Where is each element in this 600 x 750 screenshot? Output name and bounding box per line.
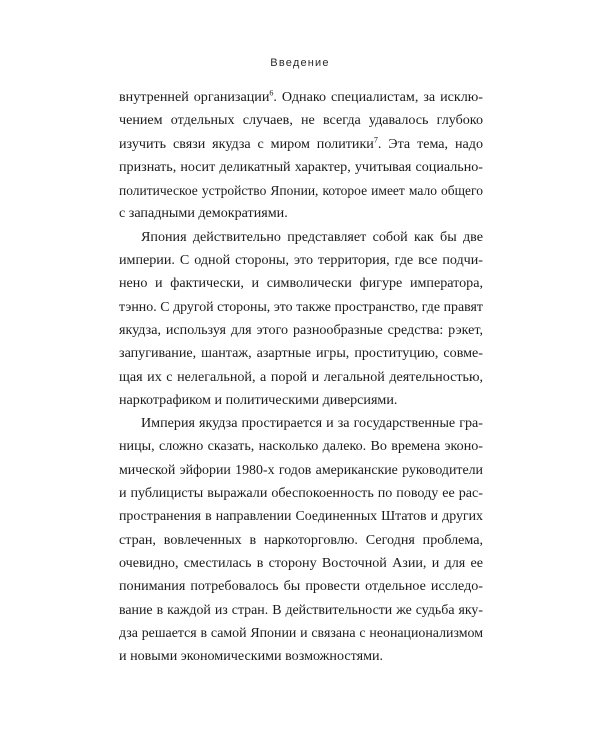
text-line [119, 505, 483, 528]
text-line [119, 202, 483, 225]
line-text: Империя якудза простирается и за государственные гра- [141, 415, 483, 432]
text-line [119, 459, 483, 482]
line-text-tail: . Эта тема, надо [377, 135, 483, 152]
text-line [119, 249, 483, 272]
line-text: с западными демократиями. [119, 205, 288, 222]
line-text: и публицисты выражали обеспокоенность по поводу ее рас- [119, 485, 483, 502]
line-text: внутренней организации [119, 89, 270, 105]
text-line [119, 156, 483, 179]
line-text: пространения в направлении Соединенных Штатов и других [119, 509, 483, 525]
line-text: тэнно. С другой стороны, это также пространство, где правят [119, 299, 483, 315]
line-text: наркотрафиком и политическими диверсиями. [119, 391, 398, 408]
line-text: Япония действительно представляет собой как бы две [141, 228, 483, 245]
line-text-tail: . Однако специалистам, за исклю- [273, 89, 483, 105]
text-line [119, 86, 483, 109]
running-head: Введение [270, 57, 330, 69]
line-text: дза решается в самой Японии и связана с неонационализмом [119, 625, 483, 641]
line-text: ницы, сложно сказать, насколько далеко. Во времена эконо- [119, 438, 483, 455]
text-line [119, 575, 483, 598]
text-line [119, 599, 483, 622]
text-line [119, 435, 483, 458]
line-text: очевидно, сместилась в сторону Восточной Азии, и для ее [119, 554, 483, 571]
text-line [119, 179, 483, 202]
text-line [119, 529, 483, 552]
line-text: империи. С одной стороны, это территория, где все подчи- [119, 252, 483, 269]
footnote-marker[interactable]: 7 [373, 134, 378, 144]
text-line [119, 645, 483, 668]
line-text: понимания потребовалось бы провести отдельное исследо- [119, 578, 483, 595]
line-text: стран, вовлеченных в наркоторговлю. Сегодня проблема, [119, 531, 483, 548]
line-text: якудза, используя для этого разнообразные средства: рэкет, [119, 321, 483, 338]
text-line [119, 622, 483, 645]
line-text: чением отдельных случаев, не всегда удавалось глубоко [119, 112, 483, 129]
line-text: политическое устройство Японии, которое имеет мало общего [119, 183, 483, 199]
line-text: вание в каждой из стран. В действительности же судьба яку- [119, 602, 483, 618]
text-line [119, 412, 483, 435]
line-text: изучить связи якудза с миром политики [119, 135, 374, 152]
text-line [119, 342, 483, 365]
footnote-marker[interactable]: 6 [269, 88, 274, 98]
line-text: щая их с нелегальной, а порой и легальной деятельностью, [119, 368, 483, 385]
text-line [119, 296, 483, 319]
text-line [119, 133, 483, 156]
text-line [119, 109, 483, 132]
line-text: мической эйфории 1980-х годов американские руководители [119, 462, 483, 478]
line-text: нено и фактически, и символически фигуре императора, [119, 275, 483, 292]
line-text: запугивание, шантаж, азартные игры, проституцию, совме- [119, 345, 483, 362]
text-line [119, 482, 483, 505]
text-line [119, 272, 483, 295]
line-text: и новыми экономическими возможностями. [119, 648, 384, 665]
text-line [119, 552, 483, 575]
body-text [119, 86, 483, 668]
text-line [119, 389, 483, 412]
text-line [119, 319, 483, 342]
text-line [119, 226, 483, 249]
text-line [119, 366, 483, 389]
line-text: признать, носит деликатный характер, учитывая социально- [119, 158, 483, 175]
